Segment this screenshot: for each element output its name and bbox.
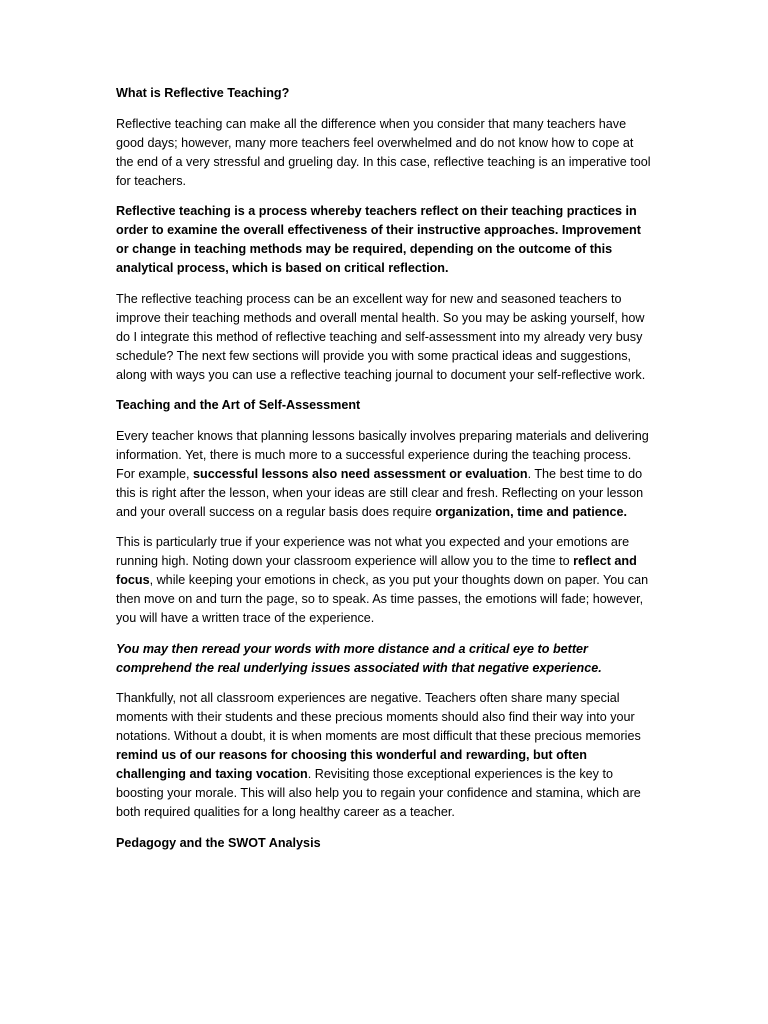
section-heading-self-assessment: Teaching and the Art of Self-Assessment bbox=[116, 398, 361, 412]
section-heading-reflective-teaching: What is Reflective Teaching? bbox=[116, 86, 290, 100]
paragraph-process: The reflective teaching process can be an excellent way for new and seasoned teachers to improve their teaching methods and overall mental health. So you may be asking yourself, how do I integrate this method of reflective teaching and self-assessment into my already very busy schedule? The next few sections will provide you with some practical ideas and suggestions, along with ways you can use a reflective teaching journal to document your self-reflective work. bbox=[116, 291, 646, 382]
paragraph-definition: Reflective teaching is a process whereby teachers reflect on their teaching practices in order to examine the overall effectiveness of their instructive approaches. Improvement or change in teaching methods may be required, depending on the outcome of this analytical process, which is based on critical reflection. bbox=[116, 204, 641, 275]
text-run: . The best time to do this is right after the lesson, when your ideas are still clear and fresh. Reflecting on your lesson and your overall success on a regular basis does require bbox=[116, 466, 644, 519]
bold-run: successful lessons also need assessment or evaluation bbox=[193, 466, 528, 481]
paragraph-planning bbox=[116, 427, 652, 522]
text-run: This is particularly true if your experience was not what you expected and your emotions are running high. Noting down your classroom experience will allow you to the time to bbox=[116, 535, 630, 568]
bold-run: reflect and focus bbox=[116, 554, 637, 587]
text-run: Every teacher knows that planning lessons basically involves preparing materials and delivering information. Yet, there is much more to a successful experience during the teaching process. For example, bbox=[116, 428, 649, 481]
bold-run: remind us of our reasons for choosing this wonderful and rewarding, but often challenging and taxing vocation bbox=[116, 748, 587, 781]
paragraph-intro: Reflective teaching can make all the difference when you consider that many teachers have good days; however, many more teachers feel overwhelmed and do not know how to cope at the end of a very stressful and grueling day. In this case, reflective teaching is an imperative tool for teachers. bbox=[116, 116, 651, 188]
text-run: , while keeping your emotions in check, as you put your thoughts down on paper. You can then move on and turn the page, so to speak. As time passes, the emotions will fade; however, you will have a written trace of the experience. bbox=[116, 573, 649, 625]
paragraph-reread: You may then reread your words with more distance and a critical eye to better comprehend the real underlying issues associated with that negative experience. bbox=[116, 641, 602, 675]
text-run: . Revisiting those exceptional experiences is the key to boosting your morale. This will also help you to regain your confidence and stamina, which are both required qualities for a long healthy career as a teacher. bbox=[116, 767, 641, 819]
document-page bbox=[116, 84, 652, 864]
paragraph-positive-experiences bbox=[116, 689, 652, 822]
section-heading-swot: Pedagogy and the SWOT Analysis bbox=[116, 835, 321, 850]
text-run: Thankfully, not all classroom experiences are negative. Teachers often share many special moments with their students and these precious moments should also find their way into your notations. Without a doubt, it is when moments are most difficult that these precious memories bbox=[116, 691, 641, 743]
bold-run: organization, time and patience. bbox=[435, 504, 627, 519]
paragraph-emotions bbox=[116, 533, 652, 628]
